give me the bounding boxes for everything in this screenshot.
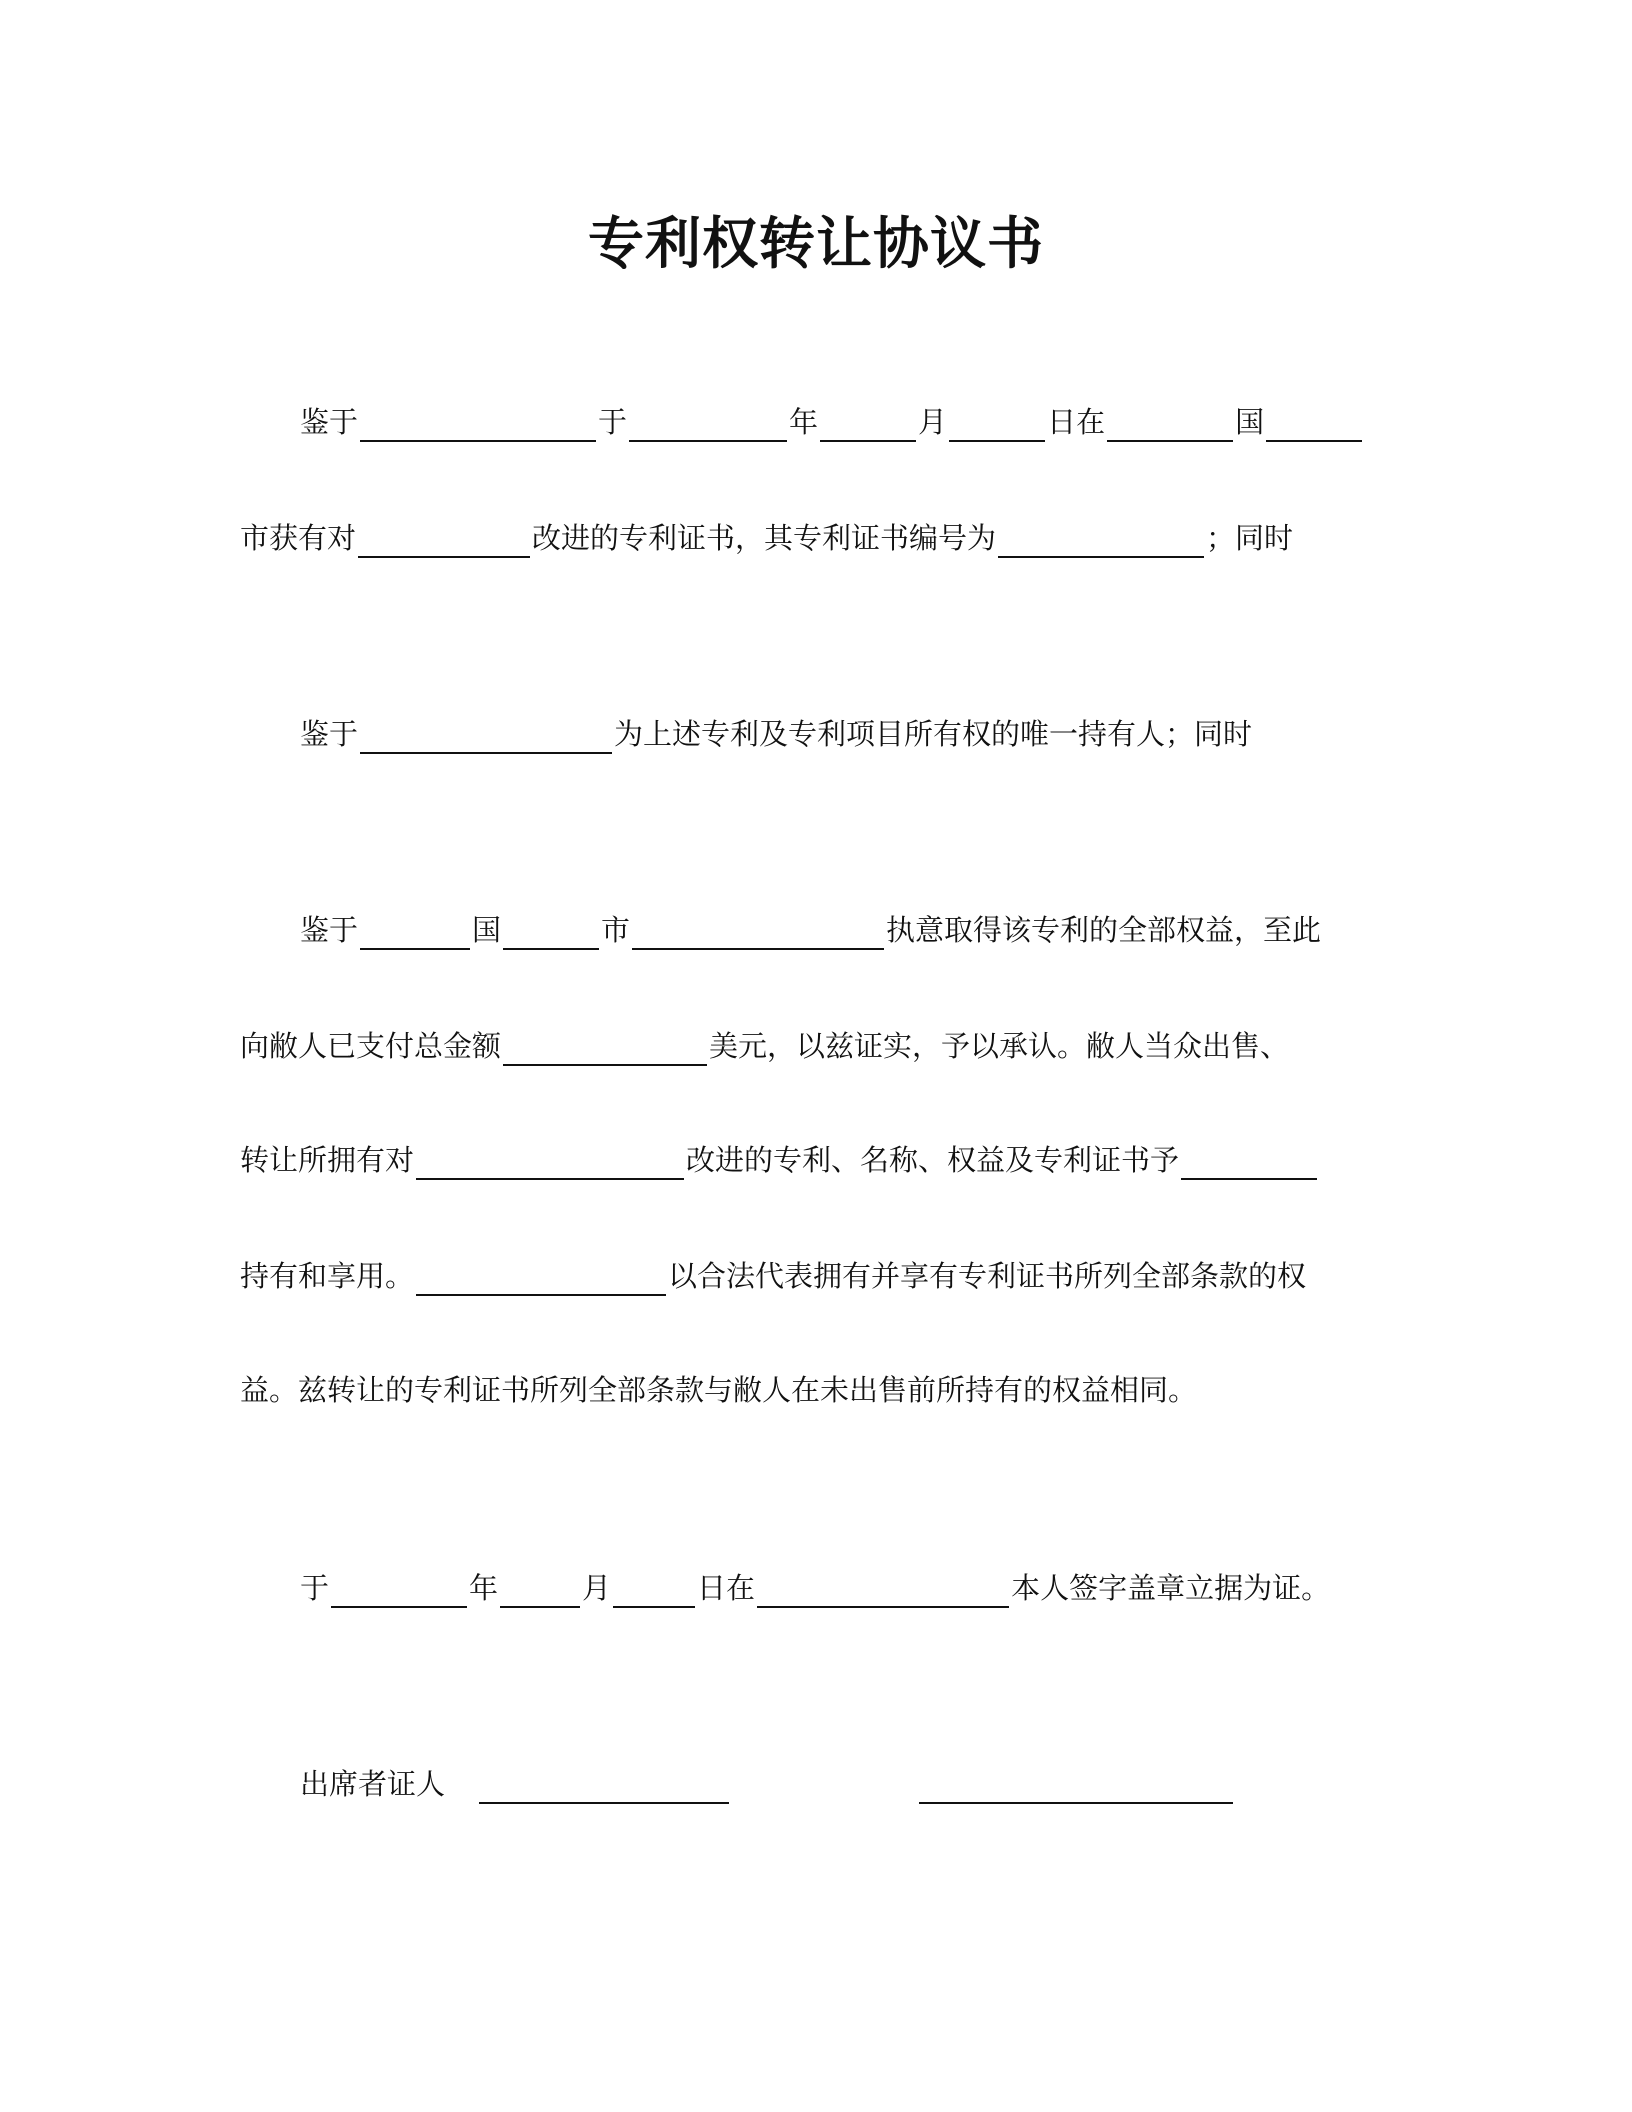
fill-blank[interactable] <box>503 1040 707 1066</box>
fill-blank[interactable] <box>500 1582 580 1608</box>
fill-blank[interactable] <box>360 924 470 950</box>
paragraph-1-line-1 <box>300 402 1450 442</box>
paragraph-3-line-5 <box>240 1370 1390 1410</box>
fill-blank[interactable] <box>757 1582 1009 1608</box>
fill-blank[interactable] <box>820 416 916 442</box>
text: 鉴于 <box>300 717 359 751</box>
text: 市 <box>601 913 631 947</box>
witness-label: 出席者证人 <box>300 1767 446 1801</box>
witness-signature-blank-2[interactable] <box>919 1778 1233 1804</box>
paragraph-3-line-1 <box>300 910 1450 950</box>
fill-blank[interactable] <box>360 728 612 754</box>
fill-blank[interactable] <box>949 416 1045 442</box>
fill-blank[interactable] <box>629 416 787 442</box>
text: 为上述专利及专利项目所有权的唯一持有人；同时 <box>614 717 1253 751</box>
text: 益。兹转让的专利证书所列全部条款与敝人在未出售前所持有的权益相同。 <box>240 1373 1198 1407</box>
text: 鉴于 <box>300 913 359 947</box>
text: 于 <box>598 405 628 439</box>
text: ；同时 <box>1206 521 1294 555</box>
paragraph-3-line-3 <box>240 1140 1390 1180</box>
fill-blank[interactable] <box>1181 1154 1317 1180</box>
fill-blank[interactable] <box>416 1270 666 1296</box>
fill-blank[interactable] <box>358 532 530 558</box>
text: 鉴于 <box>300 405 359 439</box>
fill-blank[interactable] <box>632 924 884 950</box>
witness-line <box>300 1764 1450 1804</box>
text: 改进的专利证书，其专利证书编号为 <box>532 521 997 555</box>
text: 月 <box>582 1571 612 1605</box>
text: 美元，以兹证实，予以承认。敝人当众出售、 <box>709 1029 1290 1063</box>
fill-blank[interactable] <box>331 1582 467 1608</box>
text: 持有和享用。 <box>240 1259 415 1293</box>
text: 向敝人已支付总金额 <box>240 1029 502 1063</box>
fill-blank[interactable] <box>1266 416 1362 442</box>
paragraph-2 <box>300 714 1450 754</box>
text: 日在 <box>697 1571 756 1605</box>
paragraph-3-line-2 <box>240 1026 1390 1066</box>
text: 改进的专利、名称、权益及专利证书予 <box>686 1143 1180 1177</box>
text: 执意取得该专利的全部权益，至此 <box>886 913 1322 947</box>
text: 日在 <box>1047 405 1106 439</box>
text: 市获有对 <box>240 521 357 555</box>
text: 年 <box>469 1571 499 1605</box>
paragraph-1-line-2 <box>240 518 1390 558</box>
witness-signature-blank-1[interactable] <box>479 1778 729 1804</box>
fill-blank[interactable] <box>998 532 1204 558</box>
text: 转让所拥有对 <box>240 1143 415 1177</box>
fill-blank[interactable] <box>613 1582 695 1608</box>
document-title: 专利权转让协议书 <box>588 212 1044 277</box>
text: 本人签字盖章立据为证。 <box>1011 1571 1331 1605</box>
fill-blank[interactable] <box>360 416 596 442</box>
fill-blank[interactable] <box>416 1154 684 1180</box>
text: 于 <box>300 1571 330 1605</box>
paragraph-3-line-4 <box>240 1256 1390 1296</box>
fill-blank[interactable] <box>1107 416 1233 442</box>
paragraph-4 <box>300 1568 1450 1608</box>
text: 以合法代表拥有并享有专利证书所列全部条款的权 <box>668 1259 1307 1293</box>
text: 年 <box>789 405 819 439</box>
text: 国 <box>472 913 502 947</box>
fill-blank[interactable] <box>503 924 599 950</box>
text: 月 <box>918 405 948 439</box>
text: 国 <box>1235 405 1265 439</box>
